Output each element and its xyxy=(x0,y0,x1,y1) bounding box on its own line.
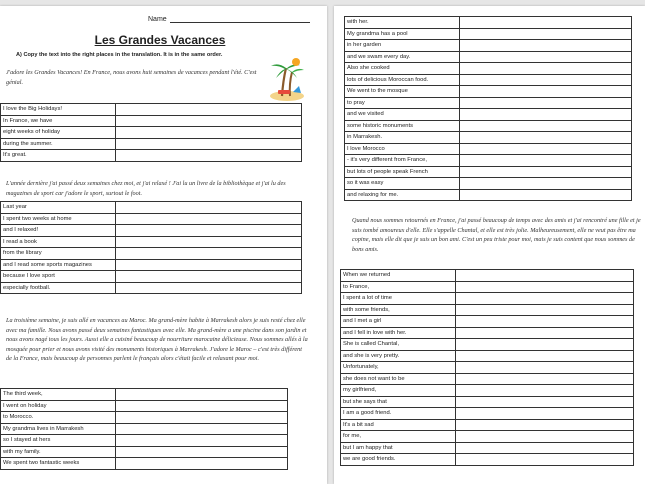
english-phrase: with my family. xyxy=(1,446,116,458)
translation-row xyxy=(341,316,634,328)
english-phrase: but lots of people speak French xyxy=(345,166,460,178)
english-phrase: and I met a girl xyxy=(341,316,456,328)
french-answer-cell[interactable] xyxy=(116,271,302,283)
translation-row xyxy=(341,281,634,293)
translation-row xyxy=(345,109,632,121)
french-answer-cell[interactable] xyxy=(456,316,634,328)
english-phrase: during the summer. xyxy=(1,138,116,150)
english-phrase: and I relaxed! xyxy=(1,225,116,237)
english-phrase: especially football. xyxy=(1,282,116,294)
french-answer-cell[interactable] xyxy=(116,115,302,127)
french-answer-cell[interactable] xyxy=(460,40,632,52)
translation-row xyxy=(345,189,632,201)
french-answer-cell[interactable] xyxy=(460,166,632,178)
french-answer-cell[interactable] xyxy=(116,389,288,401)
english-phrase: so it was easy xyxy=(345,178,460,190)
french-answer-cell[interactable] xyxy=(116,236,302,248)
english-phrase: so I stayed at hers xyxy=(1,435,116,447)
english-phrase: In France, we have xyxy=(1,115,116,127)
english-phrase: I spent two weeks at home xyxy=(1,213,116,225)
translation-row xyxy=(345,40,632,52)
translation-row xyxy=(341,431,634,443)
english-phrase: to pray xyxy=(345,97,460,109)
translation-row xyxy=(1,115,302,127)
paragraph-4: Quand nous sommes retournés en France, j'ai passé beaucoup de temps avec des amis et j'ai rencontré une fille et je suis tombé amoureux d'elle. Elle s'appelle Chantal, et elle est très jolie. Malheureusement, elle ne veut pas être ma copine, mais elle dit que je suis un bon ami. C'est un peu triste pour moi, mais je suis content que nous sommes de bons amis. xyxy=(352,217,641,253)
french-answer-cell[interactable] xyxy=(116,248,302,260)
translation-row xyxy=(1,271,302,283)
english-phrase: to Morocco. xyxy=(1,412,116,424)
english-phrase: to France, xyxy=(341,281,456,293)
french-answer-cell[interactable] xyxy=(460,155,632,167)
french-answer-cell[interactable] xyxy=(456,408,634,420)
french-answer-cell[interactable] xyxy=(460,178,632,190)
french-answer-cell[interactable] xyxy=(460,51,632,63)
english-phrase: We went to the mosque xyxy=(345,86,460,98)
english-phrase: because I love sport xyxy=(1,271,116,283)
french-answer-cell[interactable] xyxy=(456,327,634,339)
translation-table-3 xyxy=(0,388,288,470)
english-phrase: from the library xyxy=(1,248,116,260)
english-phrase: I went on holiday xyxy=(1,400,116,412)
name-field[interactable] xyxy=(148,16,310,23)
translation-row xyxy=(345,63,632,75)
translation-table-5 xyxy=(340,269,634,466)
paragraph-3: La troisième semaine, je suis allé en vacances au Maroc. Ma grand-mère habite à Marrakesh alors je suis resté chez elle avec ma famille. Nous avons passé deux semaines fantastiques avec elle. Ma grand-mère a une piscine dans son jardin et nous avons nagé tous les jours. Aussi elle a cuisiné beaucoup de nourriture marocaine délicieuse. Nous sommes allés à la mosquée pour prier et nous avons visité des monuments historiques à Marrakesh. J'adore le Maroc – c'est très différent de la France, mais beaucoup de personnes parlent le français alors c'était facile et relaxant pour moi. xyxy=(6,317,308,362)
translation-row xyxy=(1,458,288,470)
translation-row xyxy=(1,248,302,260)
translation-row xyxy=(341,373,634,385)
translation-row xyxy=(345,120,632,132)
french-answer-cell[interactable] xyxy=(116,150,302,162)
translation-row xyxy=(1,138,302,150)
english-phrase: in her garden xyxy=(345,40,460,52)
french-answer-cell[interactable] xyxy=(456,373,634,385)
english-phrase: and relaxing for me. xyxy=(345,189,460,201)
translation-row xyxy=(345,132,632,144)
translation-table-2 xyxy=(0,201,302,294)
french-answer-cell[interactable] xyxy=(116,127,302,139)
english-phrase: with her. xyxy=(345,17,460,29)
translation-row xyxy=(341,362,634,374)
french-answer-cell[interactable] xyxy=(456,293,634,305)
french-answer-cell[interactable] xyxy=(456,304,634,316)
worksheet-page-1 xyxy=(0,6,327,484)
french-answer-cell[interactable] xyxy=(460,120,632,132)
translation-row xyxy=(1,150,302,162)
english-phrase: My grandma has a pool xyxy=(345,28,460,40)
paragraph-2: L'année dernière j'ai passé deux semaines chez moi, et j'ai relaxé ! J'ai lu un livre de la bibliothèque et j'ai lu des magazines de sport car j'adore le sport, surtout le foot. xyxy=(6,180,286,197)
english-phrase: I love Morocco xyxy=(345,143,460,155)
english-phrase: and she is very pretty. xyxy=(341,350,456,362)
english-phrase: but she says that xyxy=(341,396,456,408)
english-phrase: eight weeks of holiday xyxy=(1,127,116,139)
french-answer-cell[interactable] xyxy=(460,86,632,98)
translation-row xyxy=(1,412,288,424)
english-phrase: Last year xyxy=(1,202,116,214)
french-answer-cell[interactable] xyxy=(116,400,288,412)
translation-row xyxy=(1,104,302,116)
translation-row xyxy=(341,408,634,420)
french-answer-cell[interactable] xyxy=(456,419,634,431)
translation-row xyxy=(341,454,634,466)
english-phrase: some historic monuments xyxy=(345,120,460,132)
translation-row xyxy=(345,166,632,178)
english-phrase: I love the Big Holidays! xyxy=(1,104,116,116)
french-answer-cell[interactable] xyxy=(460,132,632,144)
english-phrase: lots of delicious Moroccan food. xyxy=(345,74,460,86)
french-answer-cell[interactable] xyxy=(456,362,634,374)
translation-row xyxy=(341,339,634,351)
translation-row xyxy=(1,423,288,435)
french-answer-cell[interactable] xyxy=(456,270,634,282)
french-answer-cell[interactable] xyxy=(460,189,632,201)
english-phrase: and I fell in love with her. xyxy=(341,327,456,339)
french-answer-cell[interactable] xyxy=(116,202,302,214)
english-phrase: and I read some sports magazines xyxy=(1,259,116,271)
name-label: Name xyxy=(148,16,167,23)
translation-row xyxy=(341,304,634,316)
english-phrase: It's great. xyxy=(1,150,116,162)
english-phrase: she does not want to be xyxy=(341,373,456,385)
translation-table-4 xyxy=(344,16,632,201)
palm-beach-icon xyxy=(268,56,306,102)
english-phrase: When we returned xyxy=(341,270,456,282)
translation-row xyxy=(345,74,632,86)
translation-row xyxy=(1,202,302,214)
french-answer-cell[interactable] xyxy=(456,442,634,454)
english-phrase: Also she cooked xyxy=(345,63,460,75)
french-answer-cell[interactable] xyxy=(456,281,634,293)
translation-row xyxy=(345,17,632,29)
french-answer-cell[interactable] xyxy=(116,225,302,237)
english-phrase: The third week, xyxy=(1,389,116,401)
translation-row xyxy=(1,127,302,139)
french-answer-cell[interactable] xyxy=(456,431,634,443)
translation-row xyxy=(341,385,634,397)
english-phrase: Unfortunately, xyxy=(341,362,456,374)
translation-row xyxy=(1,389,288,401)
french-answer-cell[interactable] xyxy=(116,282,302,294)
french-answer-cell[interactable] xyxy=(460,63,632,75)
translation-row xyxy=(341,442,634,454)
french-answer-cell[interactable] xyxy=(456,454,634,466)
translation-row xyxy=(1,282,302,294)
translation-row xyxy=(341,350,634,362)
french-answer-cell[interactable] xyxy=(116,259,302,271)
french-answer-cell[interactable] xyxy=(456,339,634,351)
translation-row xyxy=(345,86,632,98)
translation-row xyxy=(1,259,302,271)
french-answer-cell[interactable] xyxy=(116,104,302,116)
english-phrase: for me, xyxy=(341,431,456,443)
english-phrase: I read a book xyxy=(1,236,116,248)
french-answer-cell[interactable] xyxy=(116,435,288,447)
translation-row xyxy=(341,419,634,431)
french-answer-cell[interactable] xyxy=(116,446,288,458)
french-answer-cell[interactable] xyxy=(460,17,632,29)
instruction-text: A) Copy the text into the right places in the translation. It is in the same order. xyxy=(16,52,223,58)
french-answer-cell[interactable] xyxy=(460,109,632,121)
worksheet-page-2 xyxy=(334,6,645,484)
french-answer-cell[interactable] xyxy=(460,74,632,86)
translation-row xyxy=(1,225,302,237)
translation-row xyxy=(345,51,632,63)
translation-table-1 xyxy=(0,103,302,162)
english-phrase: - it's very different from France, xyxy=(345,155,460,167)
english-phrase: I spent a lot of time xyxy=(341,293,456,305)
translation-row xyxy=(345,97,632,109)
translation-row xyxy=(345,178,632,190)
french-answer-cell[interactable] xyxy=(116,412,288,424)
english-phrase: my girlfriend, xyxy=(341,385,456,397)
translation-row xyxy=(341,327,634,339)
english-phrase: and we visited xyxy=(345,109,460,121)
french-answer-cell[interactable] xyxy=(460,28,632,40)
translation-row xyxy=(341,270,634,282)
worksheet-title: Les Grandes Vacances xyxy=(94,33,226,47)
translation-row xyxy=(1,400,288,412)
paragraph-1: J'adore les Grandes Vacances! En France, nous avons huit semaines de vacances pendant l'été. C'est génial. xyxy=(6,69,257,86)
translation-row xyxy=(345,28,632,40)
translation-row xyxy=(1,236,302,248)
english-phrase: I am a good friend. xyxy=(341,408,456,420)
translation-row xyxy=(341,293,634,305)
translation-row xyxy=(341,396,634,408)
french-answer-cell[interactable] xyxy=(460,97,632,109)
english-phrase: we are good friends. xyxy=(341,454,456,466)
french-answer-cell[interactable] xyxy=(456,396,634,408)
french-answer-cell[interactable] xyxy=(116,458,288,470)
french-answer-cell[interactable] xyxy=(456,385,634,397)
english-phrase: We spent two fantastic weeks xyxy=(1,458,116,470)
french-answer-cell[interactable] xyxy=(116,423,288,435)
translation-row xyxy=(1,446,288,458)
french-answer-cell[interactable] xyxy=(116,138,302,150)
translation-row xyxy=(1,213,302,225)
french-answer-cell[interactable] xyxy=(116,213,302,225)
french-answer-cell[interactable] xyxy=(460,143,632,155)
english-phrase: She is called Chantal, xyxy=(341,339,456,351)
french-answer-cell[interactable] xyxy=(456,350,634,362)
translation-row xyxy=(345,155,632,167)
translation-row xyxy=(1,435,288,447)
english-phrase: and we swam every day. xyxy=(345,51,460,63)
english-phrase: with some friends, xyxy=(341,304,456,316)
english-phrase: in Marrakesh. xyxy=(345,132,460,144)
english-phrase: My grandma lives in Marrakesh xyxy=(1,423,116,435)
english-phrase: It's a bit sad xyxy=(341,419,456,431)
english-phrase: but I am happy that xyxy=(341,442,456,454)
translation-row xyxy=(345,143,632,155)
